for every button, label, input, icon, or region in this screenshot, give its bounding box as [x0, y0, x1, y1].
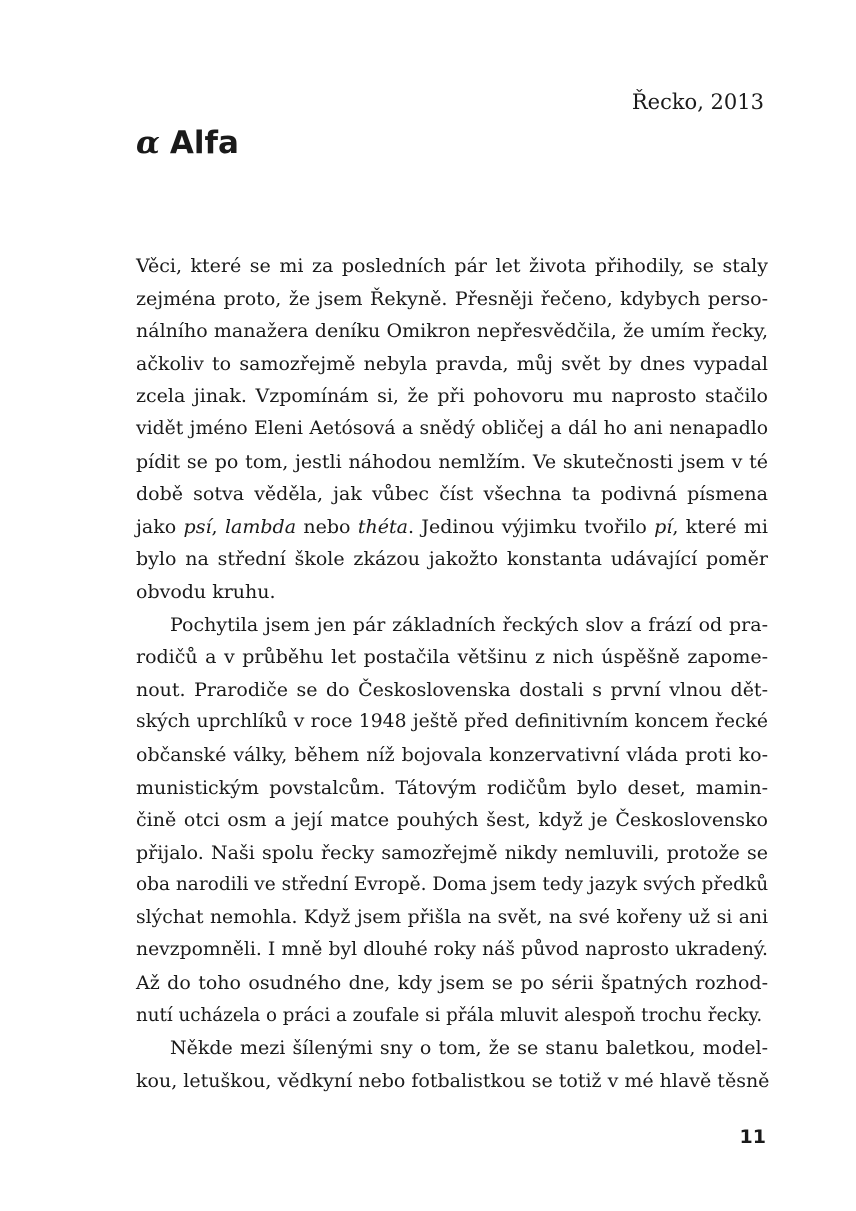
text-run: ,: [211, 515, 225, 538]
text-line: zejména proto, že jsem Řekyně. Přesněji řečeno, kdybych perso-: [136, 287, 768, 310]
body-text: [136, 250, 768, 1097]
chapter-title: Alfa: [169, 125, 239, 161]
text-line: obvodu kruhu.: [136, 580, 276, 603]
italic-term: psí: [183, 515, 212, 538]
text-run: , které mi: [672, 515, 768, 538]
text-line: době sotva věděla, jak vůbec číst všechna ta podivná písmena: [136, 483, 768, 506]
text-line: čině otci osm a její matce pouhých šest, když je Československo: [136, 809, 768, 832]
chapter-glyph: α: [136, 125, 160, 161]
text-line: slýchat nemohla. Když jsem přišla na svět, na své kořeny už si ani: [136, 906, 768, 928]
page-number: 11: [739, 1126, 766, 1148]
text-line: Až do toho osudného dne, kdy jsem se po sérii špatných rozhod-: [136, 972, 768, 995]
location-date: Řecko, 2013: [631, 90, 764, 114]
text-line: kou, letuškou, vědkyní nebo fotbalistkou se totiž v mé hlavě těsně: [136, 1069, 770, 1092]
text-line: ačkoliv to samozřejmě nebyla pravda, můj svět by dnes vypadal: [136, 352, 768, 375]
text-run: jako: [136, 515, 184, 538]
text-line: nutí ucházela o práci a zoufale si přála mluvit alespoň trochu řecky.: [136, 1004, 763, 1026]
italic-term: théta: [357, 515, 408, 538]
text-line: ských uprchlíků v roce 1948 ještě před definitivním koncem řecké: [136, 711, 768, 733]
text-run: nebo: [296, 515, 358, 538]
text-line: munistickým povstalcům. Tátovým rodičům bylo deset, mamin-: [136, 776, 768, 799]
text-line: zcela jinak. Vzpomínám si, že při pohovoru mu naprosto stačilo: [136, 385, 768, 408]
paragraph-1: [136, 250, 768, 609]
paragraph-3: [136, 1032, 768, 1097]
text-run: . Jedinou výjimku tvořilo: [407, 515, 655, 538]
text-line: občanské války, během níž bojovala konzervativní vláda proti ko-: [136, 743, 768, 766]
text-line: bylo na střední škole zkázou jakožto konstanta udávající poměr: [136, 548, 768, 571]
text-line: Pochytila jsem jen pár základních řeckých slov a frází od pra-: [170, 613, 768, 636]
text-line: vidět jméno Eleni Aetósová a snědý obličej a dál ho ani nenapadlo: [136, 417, 768, 439]
text-line: oba narodili ve střední Evropě. Doma jsem tedy jazyk svých předků: [136, 874, 769, 896]
paragraph-2: [136, 609, 768, 1033]
italic-term: pí: [654, 515, 673, 538]
text-line: nout. Prarodiče se do Československa dostali s první vlnou dět-: [136, 678, 768, 701]
chapter-heading: [136, 120, 239, 166]
text-line: nálního manažera deníku Omikron nepřesvědčila, že umím řecky,: [136, 320, 768, 343]
text-line: rodičů a v průběhu let postačila většinu z nich úspěšně zapome-: [136, 646, 768, 669]
text-line: přijalo. Naši spolu řecky samozřejmě nikdy nemluvili, protože se: [136, 841, 768, 864]
text-line: Někde mezi šílenými sny o tom, že se stanu baletkou, model-: [170, 1037, 768, 1060]
text-line: Věci, které se mi za posledních pár let života přihodily, se staly: [136, 255, 768, 277]
text-line-with-italics: [136, 511, 768, 544]
italic-term: lambda: [224, 515, 297, 538]
text-line: nevzpomněli. I mně byl dlouhé roky náš původ naprosto ukradený.: [136, 939, 768, 961]
text-line: pídit se po tom, jestli náhodou nemlžím. Ve skutečnosti jsem v té: [136, 450, 768, 473]
